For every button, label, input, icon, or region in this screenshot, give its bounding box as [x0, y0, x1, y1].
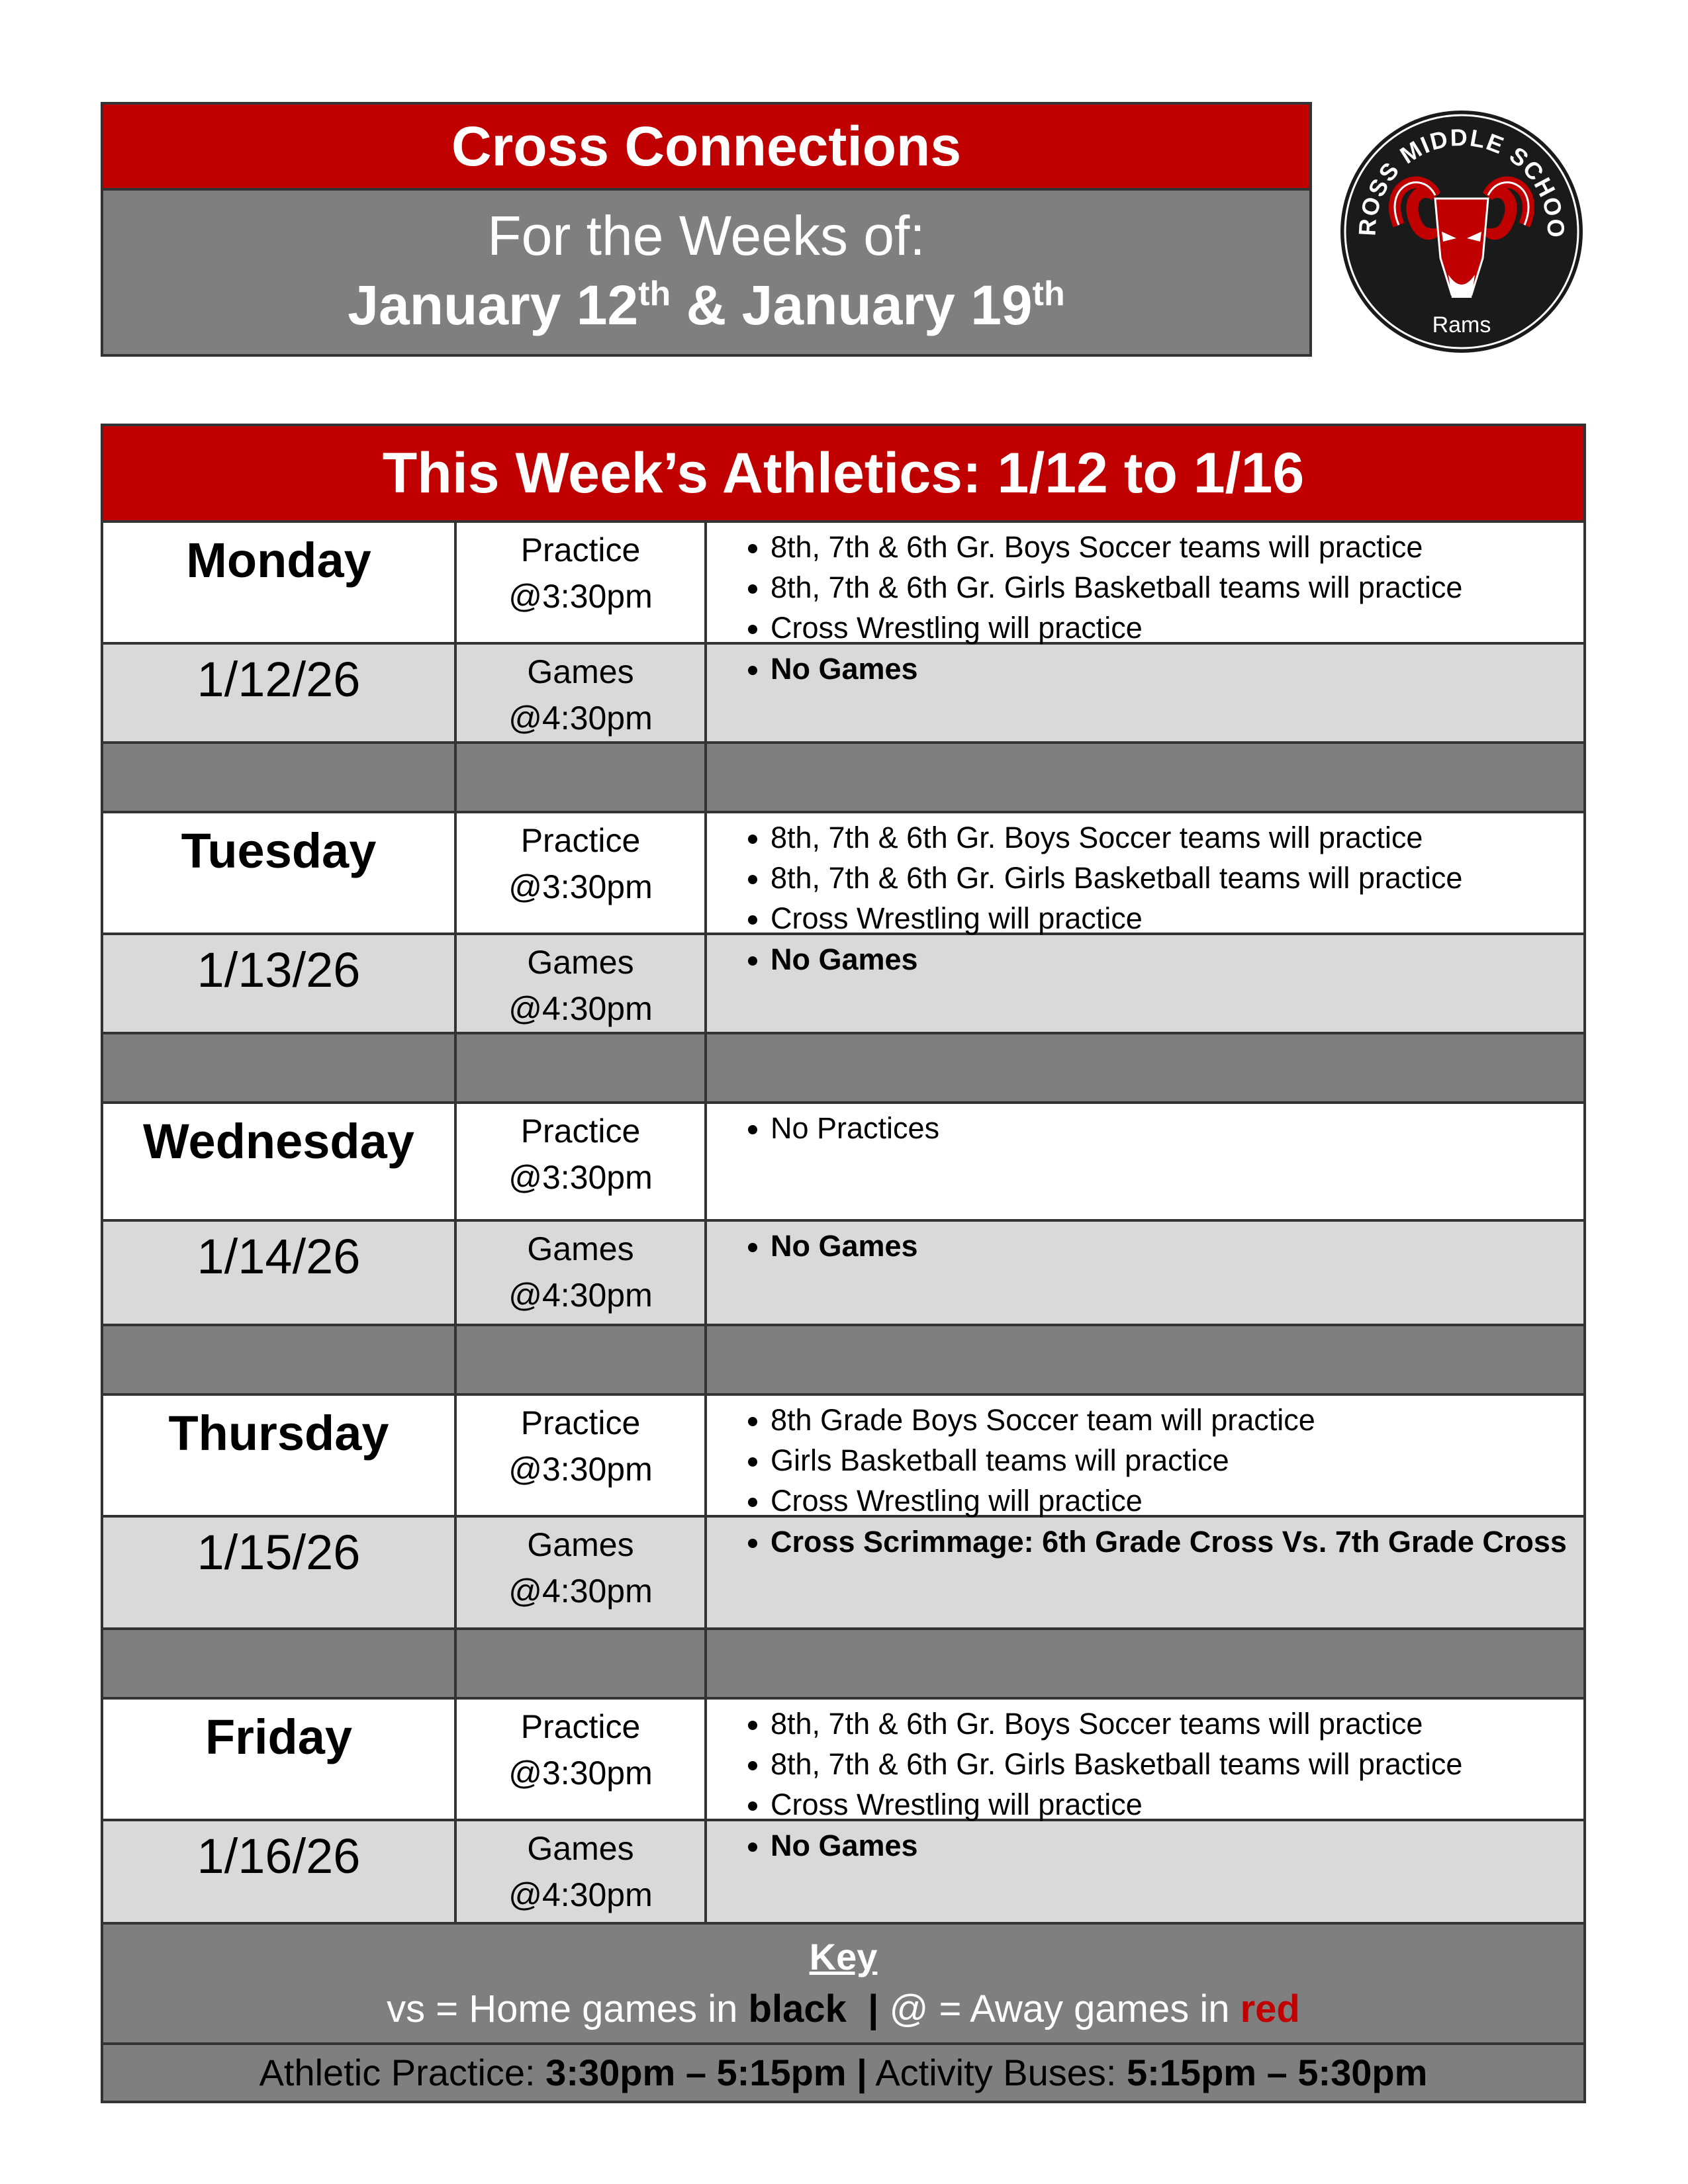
- spacer-row: [103, 1630, 1583, 1700]
- games-row: [103, 1222, 1583, 1326]
- practice-list: [707, 817, 1583, 938]
- day-name: Wednesday: [143, 1114, 414, 1169]
- spacer-cell: [103, 1326, 457, 1393]
- spacer-cell: [707, 744, 1583, 811]
- practice-label: Practice: [520, 1404, 641, 1441]
- games-row: [103, 935, 1583, 1034]
- day-date: 1/15/26: [197, 1525, 361, 1580]
- practice-time-cell: [457, 813, 707, 933]
- games-list: [707, 649, 1583, 689]
- key-separator: |: [868, 1987, 879, 2030]
- practice-item: • 8th, 7th & 6th Gr. Boys Soccer teams will practice: [771, 527, 1583, 567]
- ram-logo-icon: [1336, 106, 1587, 357]
- games-list-cell: [707, 645, 1583, 741]
- games-row: [103, 1821, 1583, 1925]
- practice-list: [707, 1704, 1583, 1825]
- games-list-cell: [707, 935, 1583, 1032]
- practice-list-cell: [707, 813, 1583, 933]
- practice-time: @3:30pm: [508, 578, 653, 615]
- games-label: Games: [527, 1230, 634, 1267]
- spacer-cell: [707, 1630, 1583, 1697]
- practice-list: [707, 1108, 1583, 1148]
- spacer-cell: [707, 1326, 1583, 1393]
- games-list: [707, 1226, 1583, 1266]
- day-name: Thursday: [168, 1406, 389, 1461]
- practice-list-cell: [707, 1700, 1583, 1819]
- day-date: 1/14/26: [197, 1229, 361, 1284]
- date-cell: [103, 645, 457, 741]
- week1-text: January 12: [348, 274, 639, 336]
- games-row: [103, 645, 1583, 744]
- spacer-cell: [103, 1034, 457, 1101]
- day-name-cell: [103, 813, 457, 933]
- practice-item: • 8th, 7th & 6th Gr. Girls Basketball teams will practice: [771, 567, 1583, 608]
- spacer-cell: [457, 744, 707, 811]
- games-label: Games: [527, 1830, 634, 1867]
- games-item: • No Games: [771, 1226, 1583, 1266]
- key-home-prefix: vs = Home games in: [387, 1987, 749, 2030]
- practice-label: Practice: [520, 822, 641, 859]
- schedule-title: This Week’s Athletics: 1/12 to 1/16: [103, 426, 1583, 523]
- footer-bus-label: Activity Buses:: [875, 2052, 1127, 2093]
- spacer-cell: [457, 1630, 707, 1697]
- practice-row: [103, 813, 1583, 935]
- practice-list-cell: [707, 1104, 1583, 1219]
- games-item: • No Games: [771, 939, 1583, 979]
- footer-bar: [103, 2045, 1583, 2101]
- practice-row: [103, 1700, 1583, 1821]
- practice-item: • 8th, 7th & 6th Gr. Boys Soccer teams will practice: [771, 1704, 1583, 1744]
- games-item: • Cross Scrimmage: 6th Grade Cross Vs. 7th Grade Cross: [771, 1522, 1583, 1562]
- day-name-cell: [103, 523, 457, 642]
- games-list: [707, 1825, 1583, 1866]
- practice-label: Practice: [520, 1708, 641, 1745]
- games-time: @4:30pm: [508, 1277, 653, 1314]
- practice-row: [103, 1396, 1583, 1518]
- footer-practice-label: Athletic Practice:: [259, 2052, 546, 2093]
- key-section: [103, 1925, 1583, 2045]
- header-weeks: [103, 269, 1309, 341]
- spacer-cell: [457, 1034, 707, 1101]
- games-time: @4:30pm: [508, 700, 653, 737]
- logo-text-bottom: Rams: [1432, 312, 1491, 338]
- day-name: Friday: [205, 1709, 353, 1764]
- practice-time: @3:30pm: [508, 1754, 653, 1792]
- practice-item: • No Practices: [771, 1108, 1583, 1148]
- practice-item: • 8th, 7th & 6th Gr. Boys Soccer teams will practice: [771, 817, 1583, 858]
- day-date: 1/12/26: [197, 652, 361, 707]
- practice-time: @3:30pm: [508, 1159, 653, 1196]
- week1-sup: th: [638, 275, 671, 313]
- practice-time-cell: [457, 1700, 707, 1819]
- games-time-cell: [457, 935, 707, 1032]
- practice-item: • 8th Grade Boys Soccer team will practice: [771, 1400, 1583, 1440]
- practice-list-cell: [707, 523, 1583, 645]
- key-away-word: red: [1240, 1987, 1300, 2030]
- athletics-schedule: [101, 424, 1586, 2103]
- practice-item: • Cross Wrestling will practice: [771, 608, 1583, 648]
- spacer-cell: [103, 1630, 457, 1697]
- games-time-cell: [457, 1518, 707, 1627]
- spacer-row: [103, 1034, 1583, 1104]
- day-date: 1/16/26: [197, 1829, 361, 1884]
- weeks-amp: &: [686, 274, 727, 336]
- key-title: Key: [809, 1936, 878, 1978]
- games-list: [707, 1522, 1583, 1562]
- footer-practice-time: 3:30pm – 5:15pm: [545, 2052, 847, 2093]
- spacer-row: [103, 1326, 1583, 1396]
- games-time-cell: [457, 1821, 707, 1922]
- games-label: Games: [527, 653, 634, 690]
- games-label: Games: [527, 944, 634, 981]
- practice-item: • Cross Wrestling will practice: [771, 1784, 1583, 1825]
- practice-time: @3:30pm: [508, 1451, 653, 1488]
- practice-time-cell: [457, 1104, 707, 1219]
- practice-row: [103, 523, 1583, 645]
- practice-label: Practice: [520, 1113, 641, 1150]
- games-list-cell: [707, 1518, 1583, 1627]
- key-line: [103, 1980, 1583, 2038]
- games-label: Games: [527, 1526, 634, 1563]
- key-home-word: black: [748, 1987, 847, 2030]
- day-name: Tuesday: [181, 823, 377, 878]
- practice-item: • Girls Basketball teams will practice: [771, 1440, 1583, 1480]
- practice-time-cell: [457, 1396, 707, 1515]
- date-cell: [103, 1518, 457, 1627]
- footer-separator: |: [857, 2052, 867, 2093]
- games-list-cell: [707, 1222, 1583, 1324]
- header-subtitle: For the Weeks of:: [487, 205, 925, 267]
- practice-time-cell: [457, 523, 707, 642]
- practice-time: @3:30pm: [508, 868, 653, 905]
- footer-bus-time: 5:15pm – 5:30pm: [1126, 2052, 1428, 2093]
- games-time-cell: [457, 645, 707, 741]
- games-item: • No Games: [771, 649, 1583, 689]
- day-name-cell: [103, 1396, 457, 1515]
- header-subtitle-block: [103, 191, 1309, 354]
- header-box: [101, 102, 1312, 357]
- games-item: • No Games: [771, 1825, 1583, 1866]
- spacer-row: [103, 744, 1583, 813]
- practice-label: Practice: [520, 531, 641, 569]
- practice-list-cell: [707, 1396, 1583, 1518]
- practice-row: [103, 1104, 1583, 1222]
- date-cell: [103, 935, 457, 1032]
- day-name-cell: [103, 1700, 457, 1819]
- games-list-cell: [707, 1821, 1583, 1922]
- games-time: @4:30pm: [508, 990, 653, 1027]
- practice-item: • Cross Wrestling will practice: [771, 1480, 1583, 1521]
- games-list: [707, 939, 1583, 979]
- header-title: Cross Connections: [103, 105, 1309, 191]
- games-time-cell: [457, 1222, 707, 1324]
- games-row: [103, 1518, 1583, 1630]
- day-name: Monday: [186, 533, 371, 588]
- week2-text: January 19: [741, 274, 1033, 336]
- practice-list: [707, 1400, 1583, 1521]
- games-time: @4:30pm: [508, 1876, 653, 1913]
- spacer-cell: [457, 1326, 707, 1393]
- spacer-cell: [707, 1034, 1583, 1101]
- schedule-days: [103, 523, 1583, 1925]
- practice-item: • 8th, 7th & 6th Gr. Girls Basketball teams will practice: [771, 858, 1583, 898]
- practice-item: • Cross Wrestling will practice: [771, 898, 1583, 938]
- logo-text-top: ROSS MIDDLE SCHOO: [1353, 123, 1570, 240]
- practice-item: • 8th, 7th & 6th Gr. Girls Basketball teams will practice: [771, 1744, 1583, 1784]
- school-logo: [1336, 106, 1587, 357]
- week2-sup: th: [1032, 275, 1065, 313]
- day-date: 1/13/26: [197, 942, 361, 997]
- key-away-prefix: @ = Away games in: [889, 1987, 1241, 2030]
- date-cell: [103, 1821, 457, 1922]
- practice-list: [707, 527, 1583, 648]
- games-time: @4:30pm: [508, 1572, 653, 1610]
- date-cell: [103, 1222, 457, 1324]
- spacer-cell: [103, 744, 457, 811]
- day-name-cell: [103, 1104, 457, 1219]
